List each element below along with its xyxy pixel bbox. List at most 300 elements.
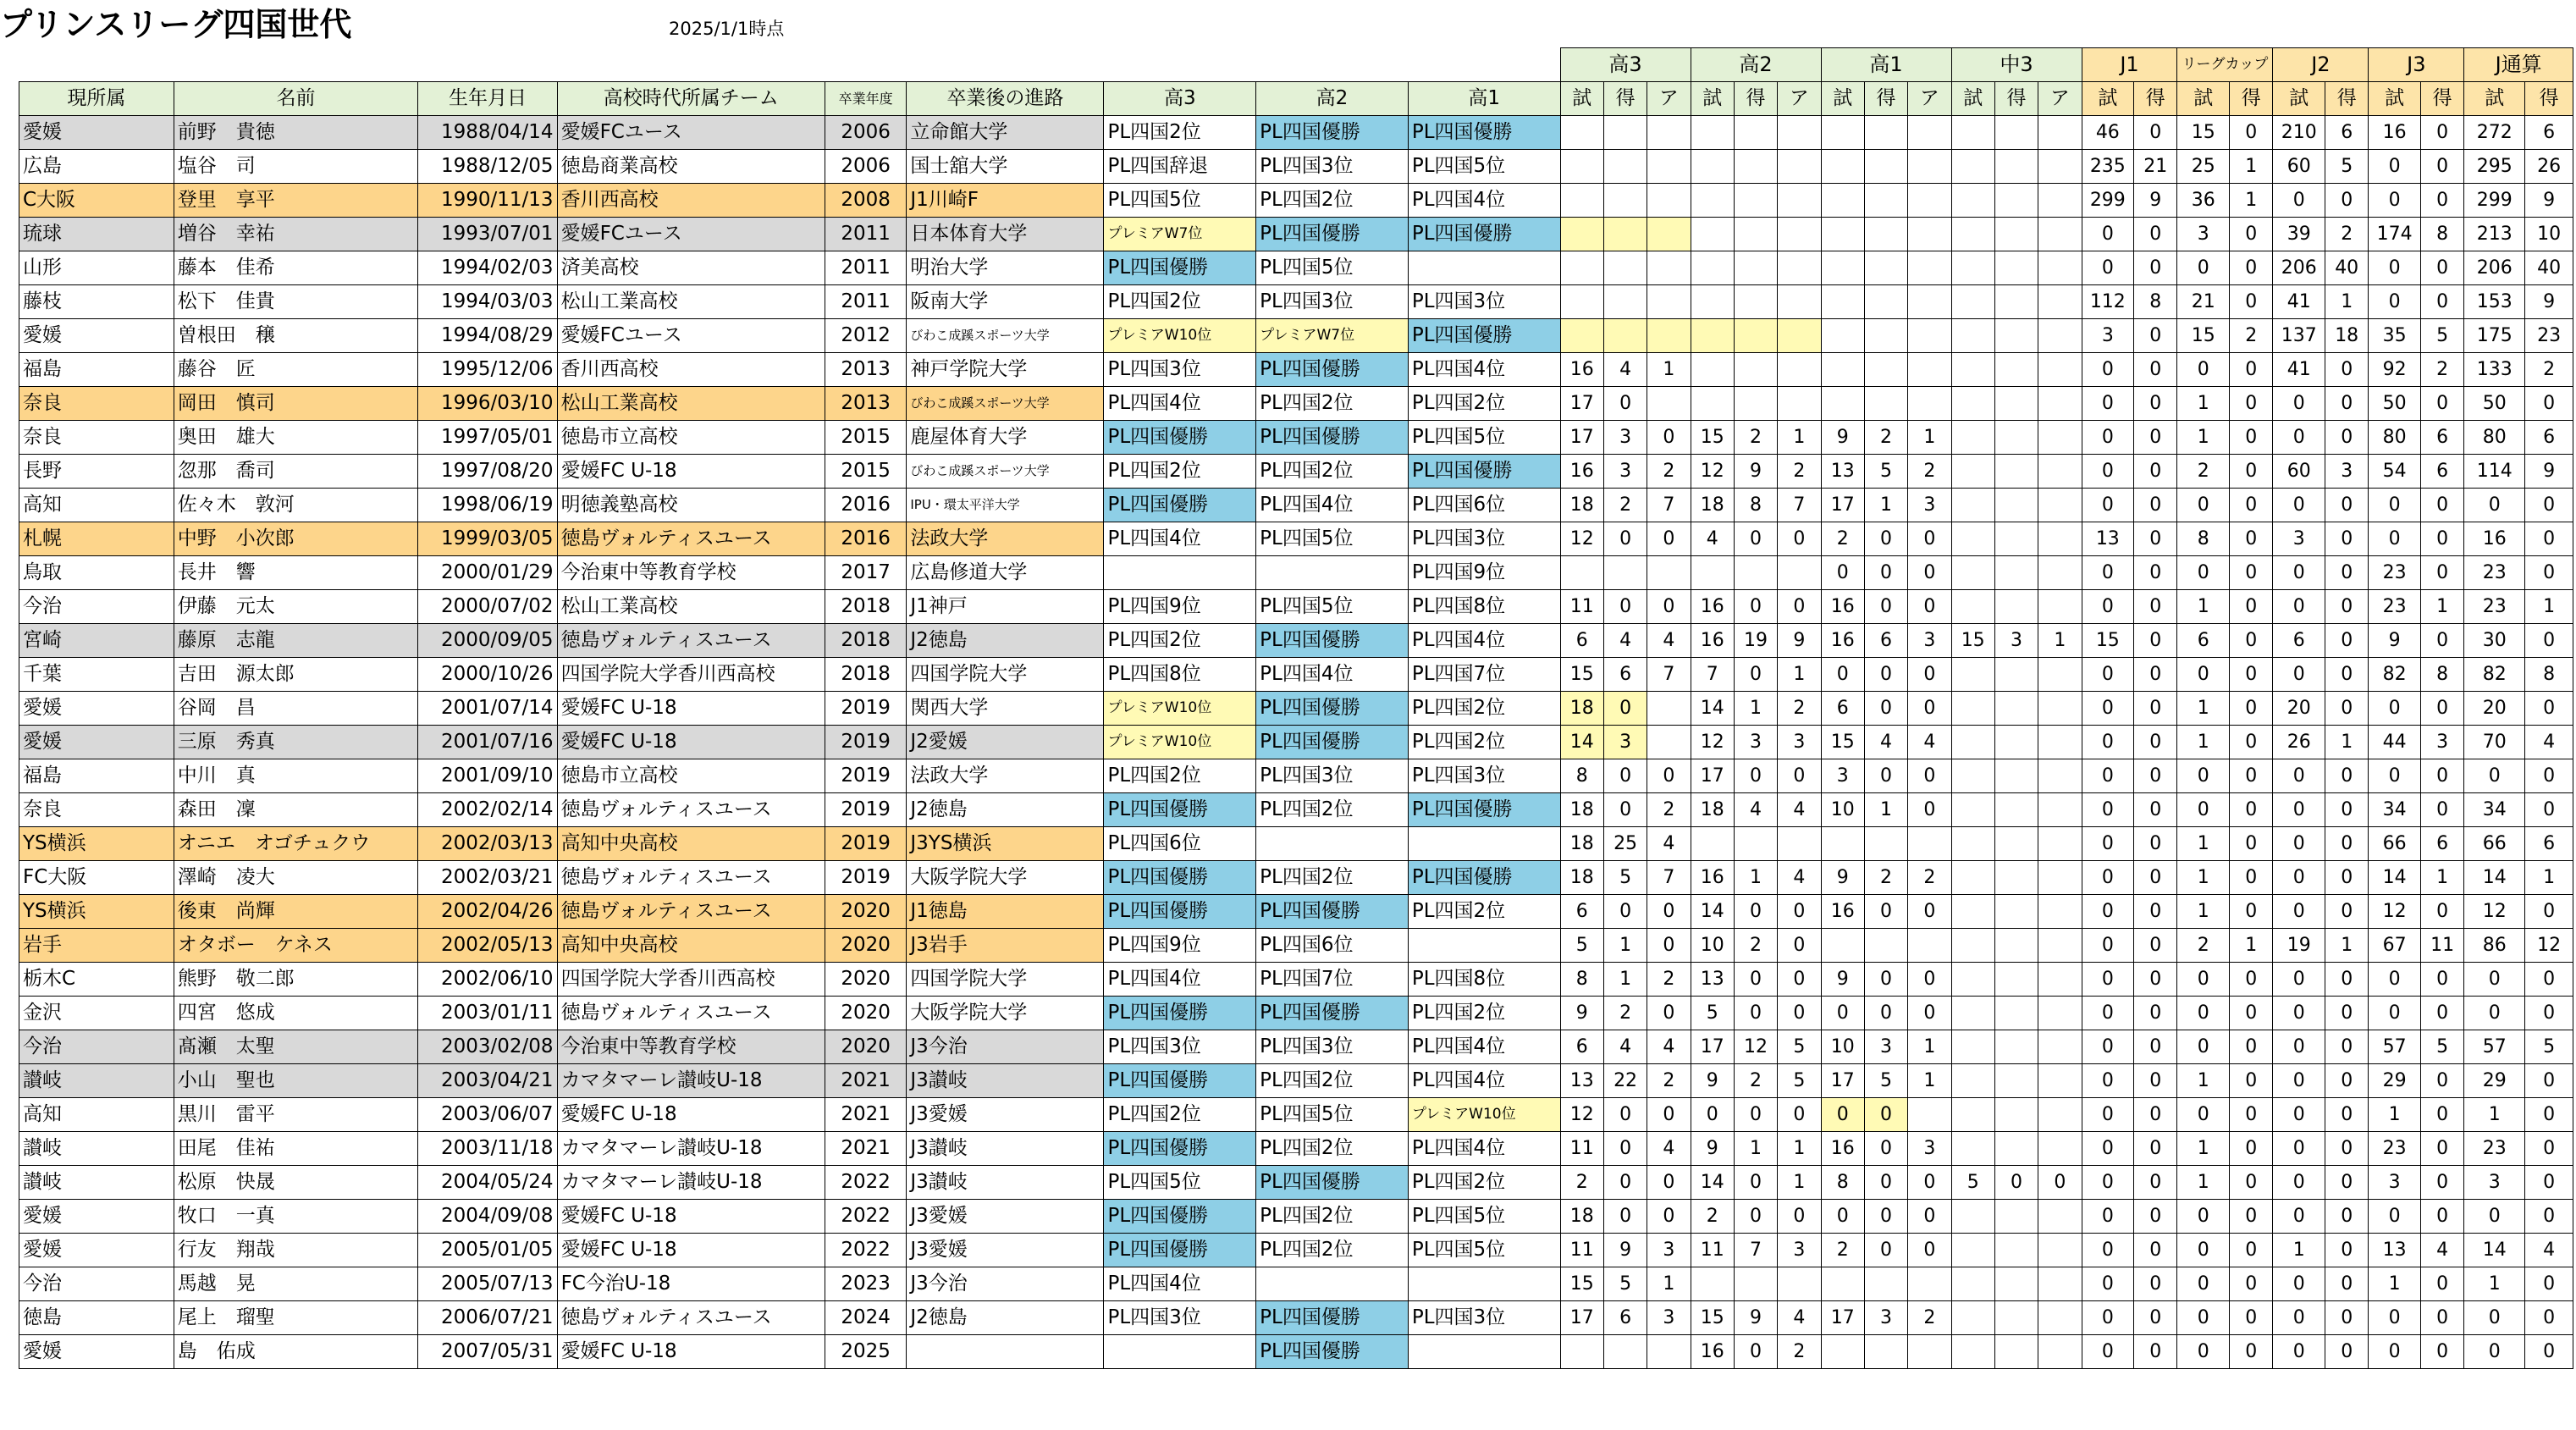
stat-j3-cell: 0 — [2369, 285, 2421, 319]
club-cell: 徳島 — [19, 1301, 174, 1335]
result-h2-cell: PL四国5位 — [1256, 522, 1409, 556]
year-cell: 2011 — [825, 285, 907, 319]
stat-jt-cell: 34 — [2464, 793, 2525, 827]
team-cell: 四国学院大学香川西高校 — [557, 963, 825, 997]
stat-lc-cell: 0 — [2230, 387, 2273, 421]
stat-hs1-cell: 0 — [1864, 590, 1907, 624]
stat-lc-cell: 0 — [2230, 895, 2273, 929]
table-row — [19, 1234, 2573, 1267]
sub-header: 試 — [2177, 82, 2230, 116]
stat-lc-cell: 0 — [2177, 793, 2230, 827]
stat-jhs-cell — [1951, 759, 1994, 793]
name-cell: 尾上 瑠聖 — [174, 1301, 418, 1335]
stat-hs1-cell — [1821, 218, 1864, 251]
result-h1-cell: PL四国優勝 — [1408, 455, 1560, 489]
stat-j3-cell: 0 — [2420, 997, 2463, 1030]
stat-hs2-cell — [1778, 251, 1821, 285]
stat-j3-cell: 0 — [2420, 1132, 2463, 1166]
stat-j3-cell: 0 — [2369, 184, 2421, 218]
stat-hs2-cell — [1691, 319, 1734, 353]
stat-jhs-cell — [2038, 1335, 2082, 1369]
team-cell: 徳島ヴォルティスユース — [557, 895, 825, 929]
stat-j1-cell: 0 — [2134, 759, 2177, 793]
result-h3-cell: PL四国9位 — [1104, 590, 1256, 624]
path-cell: 法政大学 — [907, 522, 1104, 556]
team-cell: 愛媛FC U-18 — [557, 1234, 825, 1267]
stat-hs1-cell — [1864, 827, 1907, 861]
result-h2-cell: PL四国2位 — [1256, 1132, 1409, 1166]
stat-hs3-cell: 0 — [1647, 895, 1691, 929]
sub-header: 試 — [1951, 82, 1994, 116]
stat-hs1-cell: 0 — [1864, 759, 1907, 793]
stat-j2-cell: 0 — [2273, 793, 2325, 827]
stat-hs2-cell — [1778, 184, 1821, 218]
result-h3-cell: PL四国優勝 — [1104, 251, 1256, 285]
result-h1-cell: PL四国5位 — [1408, 1200, 1560, 1234]
stat-j2-cell: 0 — [2273, 759, 2325, 793]
stat-jhs-cell — [1951, 1301, 1994, 1335]
stat-j1-cell: 0 — [2134, 1064, 2177, 1098]
stat-hs1-cell: 8 — [1821, 1166, 1864, 1200]
stat-hs2-cell — [1734, 116, 1777, 150]
stat-hs3-cell — [1560, 285, 1603, 319]
stat-hs2-cell: 0 — [1778, 759, 1821, 793]
stat-j1-cell: 0 — [2134, 692, 2177, 726]
stat-j1-cell: 0 — [2082, 658, 2134, 692]
sub-header: ア — [1647, 82, 1691, 116]
stat-hs1-cell: 1 — [1864, 793, 1907, 827]
team-cell: 高知中央高校 — [557, 929, 825, 963]
year-cell: 2020 — [825, 963, 907, 997]
stat-lc-cell: 1 — [2177, 827, 2230, 861]
stat-jhs-cell — [2038, 1098, 2082, 1132]
stat-j3-cell: 0 — [2420, 1098, 2463, 1132]
stat-hs2-cell — [1734, 285, 1777, 319]
stat-lc-cell: 0 — [2230, 590, 2273, 624]
path-cell — [907, 1335, 1104, 1369]
stat-jhs-cell — [2038, 421, 2082, 455]
stat-lc-cell: 1 — [2177, 1166, 2230, 1200]
team-cell: 徳島ヴォルティスユース — [557, 997, 825, 1030]
stat-hs3-cell: 18 — [1560, 692, 1603, 726]
path-cell: 関西大学 — [907, 692, 1104, 726]
stat-hs3-cell: 0 — [1603, 387, 1647, 421]
stat-hs1-cell: 2 — [1908, 861, 1951, 895]
name-cell: 行友 翔哉 — [174, 1234, 418, 1267]
stat-hs2-cell: 1 — [1778, 658, 1821, 692]
path-cell: J2徳島 — [907, 1301, 1104, 1335]
name-cell: 澤崎 凌大 — [174, 861, 418, 895]
stat-j3-cell: 0 — [2420, 489, 2463, 522]
table-row — [19, 1098, 2573, 1132]
stat-jt-cell: 12 — [2525, 929, 2573, 963]
stat-j2-cell: 40 — [2325, 251, 2369, 285]
super-header: J3 — [2369, 48, 2464, 82]
stat-jhs-cell — [1951, 895, 1994, 929]
path-cell: J3愛媛 — [907, 1098, 1104, 1132]
year-cell: 2016 — [825, 489, 907, 522]
stat-j1-cell: 0 — [2134, 1301, 2177, 1335]
stat-jhs-cell — [1994, 1335, 2038, 1369]
table-row — [19, 387, 2573, 421]
stat-j3-cell: 0 — [2420, 1200, 2463, 1234]
stat-j3-cell: 44 — [2369, 726, 2421, 759]
sub-header: 試 — [2082, 82, 2134, 116]
stat-hs2-cell — [1778, 556, 1821, 590]
table-row — [19, 692, 2573, 726]
result-h3-cell: PL四国優勝 — [1104, 895, 1256, 929]
result-h3-cell — [1104, 556, 1256, 590]
stat-j1-cell: 0 — [2134, 1267, 2177, 1301]
column-header: 生年月日 — [418, 82, 557, 116]
dob-cell: 2002/02/14 — [418, 793, 557, 827]
stat-jhs-cell — [2038, 1064, 2082, 1098]
stat-hs3-cell: 4 — [1647, 1132, 1691, 1166]
stat-hs2-cell: 4 — [1691, 522, 1734, 556]
stat-hs1-cell — [1864, 1267, 1907, 1301]
stat-jhs-cell — [1994, 251, 2038, 285]
stat-jhs-cell — [2038, 455, 2082, 489]
club-cell: 愛媛 — [19, 692, 174, 726]
stat-jt-cell: 12 — [2464, 895, 2525, 929]
stat-j3-cell: 0 — [2420, 895, 2463, 929]
stat-j3-cell: 54 — [2369, 455, 2421, 489]
stat-hs2-cell — [1691, 150, 1734, 184]
stat-hs3-cell — [1647, 150, 1691, 184]
result-h2-cell — [1256, 827, 1409, 861]
stat-hs3-cell: 4 — [1603, 624, 1647, 658]
stat-jhs-cell — [1994, 1267, 2038, 1301]
year-cell: 2021 — [825, 1098, 907, 1132]
stat-j1-cell: 8 — [2134, 285, 2177, 319]
stat-j2-cell: 0 — [2273, 590, 2325, 624]
sub-header: 試 — [2464, 82, 2525, 116]
result-h1-cell: PL四国2位 — [1408, 726, 1560, 759]
stat-lc-cell: 2 — [2177, 455, 2230, 489]
stat-j3-cell: 0 — [2420, 1166, 2463, 1200]
sub-header: 試 — [2369, 82, 2421, 116]
stat-j2-cell: 0 — [2325, 759, 2369, 793]
stat-j1-cell: 0 — [2134, 590, 2177, 624]
result-h2-cell: PL四国優勝 — [1256, 353, 1409, 387]
result-h3-cell: PL四国優勝 — [1104, 1200, 1256, 1234]
path-cell: J3讃岐 — [907, 1132, 1104, 1166]
stat-j3-cell: 0 — [2420, 1267, 2463, 1301]
dob-cell: 2000/09/05 — [418, 624, 557, 658]
result-h1-cell: PL四国6位 — [1408, 489, 1560, 522]
result-h3-cell: PL四国5位 — [1104, 184, 1256, 218]
table-row — [19, 759, 2573, 793]
stat-hs3-cell — [1647, 116, 1691, 150]
stat-hs2-cell: 2 — [1734, 929, 1777, 963]
super-header: J通算 — [2464, 48, 2573, 82]
result-h3-cell: PL四国6位 — [1104, 827, 1256, 861]
stat-jt-cell: 23 — [2464, 590, 2525, 624]
stat-hs1-cell: 0 — [1821, 556, 1864, 590]
stat-j3-cell: 1 — [2420, 861, 2463, 895]
team-cell: 愛媛FC U-18 — [557, 1098, 825, 1132]
stat-hs1-cell — [1821, 251, 1864, 285]
stat-hs2-cell: 0 — [1778, 929, 1821, 963]
year-cell: 2011 — [825, 218, 907, 251]
club-cell: YS横浜 — [19, 827, 174, 861]
stat-j1-cell: 0 — [2082, 1030, 2134, 1064]
stat-hs2-cell: 1 — [1734, 1132, 1777, 1166]
stat-j1-cell: 15 — [2082, 624, 2134, 658]
result-h2-cell: PL四国優勝 — [1256, 895, 1409, 929]
year-cell: 2022 — [825, 1200, 907, 1234]
path-cell: 立命館大学 — [907, 116, 1104, 150]
path-cell: 阪南大学 — [907, 285, 1104, 319]
stat-jt-cell: 0 — [2464, 759, 2525, 793]
stat-hs3-cell: 18 — [1560, 1200, 1603, 1234]
result-h3-cell: プレミアW7位 — [1104, 218, 1256, 251]
result-h1-cell: PL四国8位 — [1408, 963, 1560, 997]
stat-hs2-cell: 19 — [1734, 624, 1777, 658]
sub-header: 得 — [2420, 82, 2463, 116]
stat-lc-cell: 0 — [2230, 116, 2273, 150]
stat-jhs-cell — [1994, 963, 2038, 997]
stat-j3-cell: 80 — [2369, 421, 2421, 455]
result-h1-cell: PL四国4位 — [1408, 353, 1560, 387]
stat-hs3-cell: 2 — [1647, 1064, 1691, 1098]
stat-jt-cell: 1 — [2464, 1098, 2525, 1132]
club-cell: 高知 — [19, 489, 174, 522]
team-cell: 済美高校 — [557, 251, 825, 285]
result-h2-cell — [1256, 556, 1409, 590]
stat-hs1-cell: 0 — [1864, 1166, 1907, 1200]
result-h3-cell: PL四国3位 — [1104, 1030, 1256, 1064]
name-cell: 忽那 喬司 — [174, 455, 418, 489]
stat-hs1-cell — [1864, 116, 1907, 150]
table-row — [19, 455, 2573, 489]
stat-jt-cell: 0 — [2525, 1098, 2573, 1132]
stat-lc-cell: 0 — [2177, 1098, 2230, 1132]
stat-j3-cell: 0 — [2369, 692, 2421, 726]
stat-hs2-cell: 3 — [1778, 726, 1821, 759]
stat-j3-cell: 9 — [2369, 624, 2421, 658]
stat-j1-cell: 0 — [2134, 1166, 2177, 1200]
stat-j3-cell: 0 — [2369, 251, 2421, 285]
club-cell: 愛媛 — [19, 1234, 174, 1267]
result-h2-cell: PL四国5位 — [1256, 1098, 1409, 1132]
path-cell: びわこ成蹊スポーツ大学 — [907, 387, 1104, 421]
path-cell: J3讃岐 — [907, 1064, 1104, 1098]
stat-hs3-cell: 15 — [1560, 658, 1603, 692]
stat-hs1-cell: 4 — [1864, 726, 1907, 759]
team-cell: 愛媛FCユース — [557, 116, 825, 150]
sub-header: 試 — [2273, 82, 2325, 116]
result-h3-cell: PL四国2位 — [1104, 285, 1256, 319]
club-cell: 広島 — [19, 150, 174, 184]
stat-hs2-cell — [1778, 150, 1821, 184]
stat-jhs-cell — [1951, 319, 1994, 353]
stat-hs1-cell: 13 — [1821, 455, 1864, 489]
stat-lc-cell: 0 — [2177, 1301, 2230, 1335]
year-cell: 2012 — [825, 319, 907, 353]
year-cell: 2022 — [825, 1234, 907, 1267]
result-h2-cell: PL四国優勝 — [1256, 692, 1409, 726]
stat-j1-cell: 0 — [2134, 353, 2177, 387]
name-cell: オニエ オゴチュクウ — [174, 827, 418, 861]
stat-hs1-cell: 0 — [1821, 1098, 1864, 1132]
sub-header: 得 — [2325, 82, 2369, 116]
stat-hs1-cell: 3 — [1908, 624, 1951, 658]
stat-jhs-cell: 3 — [1994, 624, 2038, 658]
stat-hs1-cell: 0 — [1864, 1200, 1907, 1234]
stat-j1-cell: 3 — [2082, 319, 2134, 353]
stat-jt-cell: 0 — [2525, 624, 2573, 658]
stat-j1-cell: 0 — [2082, 251, 2134, 285]
stat-j2-cell: 0 — [2273, 1098, 2325, 1132]
result-h1-cell: PL四国4位 — [1408, 1064, 1560, 1098]
stat-hs2-cell: 4 — [1778, 861, 1821, 895]
stat-j3-cell: 0 — [2369, 1301, 2421, 1335]
stat-hs3-cell: 3 — [1647, 1301, 1691, 1335]
year-cell: 2017 — [825, 556, 907, 590]
stat-hs3-cell — [1647, 251, 1691, 285]
stat-hs3-cell — [1560, 251, 1603, 285]
stat-hs1-cell — [1908, 1267, 1951, 1301]
stat-jhs-cell — [2038, 251, 2082, 285]
stat-j3-cell: 12 — [2369, 895, 2421, 929]
result-h1-cell: PL四国2位 — [1408, 895, 1560, 929]
stat-hs3-cell: 0 — [1603, 759, 1647, 793]
result-h1-cell: PL四国2位 — [1408, 692, 1560, 726]
name-cell: 塩谷 司 — [174, 150, 418, 184]
name-cell: 島 佑成 — [174, 1335, 418, 1369]
year-cell: 2015 — [825, 421, 907, 455]
stat-j3-cell: 0 — [2420, 793, 2463, 827]
stat-hs1-cell: 1 — [1864, 489, 1907, 522]
stat-hs3-cell: 12 — [1560, 1098, 1603, 1132]
stat-lc-cell: 8 — [2177, 522, 2230, 556]
stat-hs1-cell: 16 — [1821, 895, 1864, 929]
stat-j3-cell: 82 — [2369, 658, 2421, 692]
stat-j1-cell: 112 — [2082, 285, 2134, 319]
stat-lc-cell: 1 — [2177, 726, 2230, 759]
stat-hs2-cell: 2 — [1778, 455, 1821, 489]
stat-j3-cell: 0 — [2369, 522, 2421, 556]
stat-jt-cell: 82 — [2464, 658, 2525, 692]
table-row — [19, 184, 2573, 218]
stat-j3-cell: 0 — [2420, 150, 2463, 184]
table-row — [19, 116, 2573, 150]
stat-hs3-cell — [1603, 556, 1647, 590]
stat-hs1-cell — [1908, 1098, 1951, 1132]
stat-hs1-cell: 10 — [1821, 793, 1864, 827]
stat-j3-cell: 0 — [2420, 522, 2463, 556]
stat-j2-cell: 0 — [2325, 1200, 2369, 1234]
stat-j2-cell: 0 — [2325, 963, 2369, 997]
stat-hs2-cell: 9 — [1691, 1132, 1734, 1166]
name-cell: 後東 尚輝 — [174, 895, 418, 929]
path-cell: J3愛媛 — [907, 1200, 1104, 1234]
stat-hs1-cell: 17 — [1821, 489, 1864, 522]
stat-jhs-cell — [1994, 759, 2038, 793]
table-row — [19, 861, 2573, 895]
stat-jhs-cell — [1951, 1267, 1994, 1301]
stat-hs3-cell — [1603, 285, 1647, 319]
stat-j1-cell: 0 — [2082, 1166, 2134, 1200]
stat-jt-cell: 0 — [2525, 1132, 2573, 1166]
stat-hs2-cell: 7 — [1734, 1234, 1777, 1267]
stat-hs3-cell: 18 — [1560, 489, 1603, 522]
stat-j2-cell: 39 — [2273, 218, 2325, 251]
stat-hs1-cell: 0 — [1908, 997, 1951, 1030]
year-cell: 2018 — [825, 590, 907, 624]
stat-hs1-cell — [1864, 353, 1907, 387]
stat-lc-cell: 1 — [2177, 895, 2230, 929]
stat-jhs-cell — [1951, 590, 1994, 624]
result-h1-cell: PL四国2位 — [1408, 997, 1560, 1030]
result-h1-cell: PL四国2位 — [1408, 387, 1560, 421]
table-row — [19, 218, 2573, 251]
path-cell: びわこ成蹊スポーツ大学 — [907, 455, 1104, 489]
stat-jt-cell: 6 — [2525, 116, 2573, 150]
stat-hs2-cell: 1 — [1778, 1166, 1821, 1200]
stat-hs3-cell — [1647, 726, 1691, 759]
stat-jhs-cell — [2038, 861, 2082, 895]
stat-j3-cell: 16 — [2369, 116, 2421, 150]
name-cell: 馬越 晃 — [174, 1267, 418, 1301]
stat-j2-cell: 0 — [2273, 1166, 2325, 1200]
stat-j1-cell: 299 — [2082, 184, 2134, 218]
stat-lc-cell: 0 — [2177, 1030, 2230, 1064]
stat-j2-cell: 0 — [2273, 184, 2325, 218]
result-h1-cell — [1408, 827, 1560, 861]
result-h3-cell: PL四国2位 — [1104, 116, 1256, 150]
stat-hs2-cell: 0 — [1734, 1098, 1777, 1132]
stat-jhs-cell — [2038, 353, 2082, 387]
stat-hs2-cell: 0 — [1778, 1200, 1821, 1234]
stat-j2-cell: 0 — [2325, 489, 2369, 522]
year-cell: 2020 — [825, 929, 907, 963]
stat-j3-cell: 0 — [2369, 997, 2421, 1030]
stat-jhs-cell — [1951, 827, 1994, 861]
stat-hs2-cell — [1734, 387, 1777, 421]
table-row — [19, 963, 2573, 997]
stat-hs1-cell: 0 — [1821, 658, 1864, 692]
stat-jhs-cell — [1994, 1064, 2038, 1098]
stat-hs3-cell: 13 — [1560, 1064, 1603, 1098]
stat-hs1-cell: 1 — [1908, 421, 1951, 455]
result-h3-cell: PL四国優勝 — [1104, 421, 1256, 455]
stat-j2-cell: 60 — [2273, 455, 2325, 489]
stat-hs1-cell: 0 — [1908, 1166, 1951, 1200]
stat-jt-cell: 0 — [2525, 556, 2573, 590]
result-h3-cell: PL四国2位 — [1104, 1098, 1256, 1132]
result-h3-cell: PL四国優勝 — [1104, 1132, 1256, 1166]
table-row — [19, 251, 2573, 285]
stat-j3-cell: 3 — [2420, 726, 2463, 759]
result-h2-cell: PL四国優勝 — [1256, 997, 1409, 1030]
stat-hs2-cell — [1691, 116, 1734, 150]
name-cell: 谷岡 昌 — [174, 692, 418, 726]
team-cell: 松山工業高校 — [557, 387, 825, 421]
stat-j3-cell: 0 — [2369, 1335, 2421, 1369]
stat-lc-cell: 0 — [2230, 1267, 2273, 1301]
team-cell: 香川西高校 — [557, 184, 825, 218]
stat-j2-cell: 0 — [2273, 556, 2325, 590]
stat-jt-cell: 70 — [2464, 726, 2525, 759]
stat-j1-cell: 0 — [2134, 624, 2177, 658]
stat-hs3-cell: 0 — [1647, 1200, 1691, 1234]
column-header: 名前 — [174, 82, 418, 116]
stat-jhs-cell — [1994, 489, 2038, 522]
result-h2-cell: PL四国優勝 — [1256, 1335, 1409, 1369]
result-h2-cell: PL四国6位 — [1256, 929, 1409, 963]
